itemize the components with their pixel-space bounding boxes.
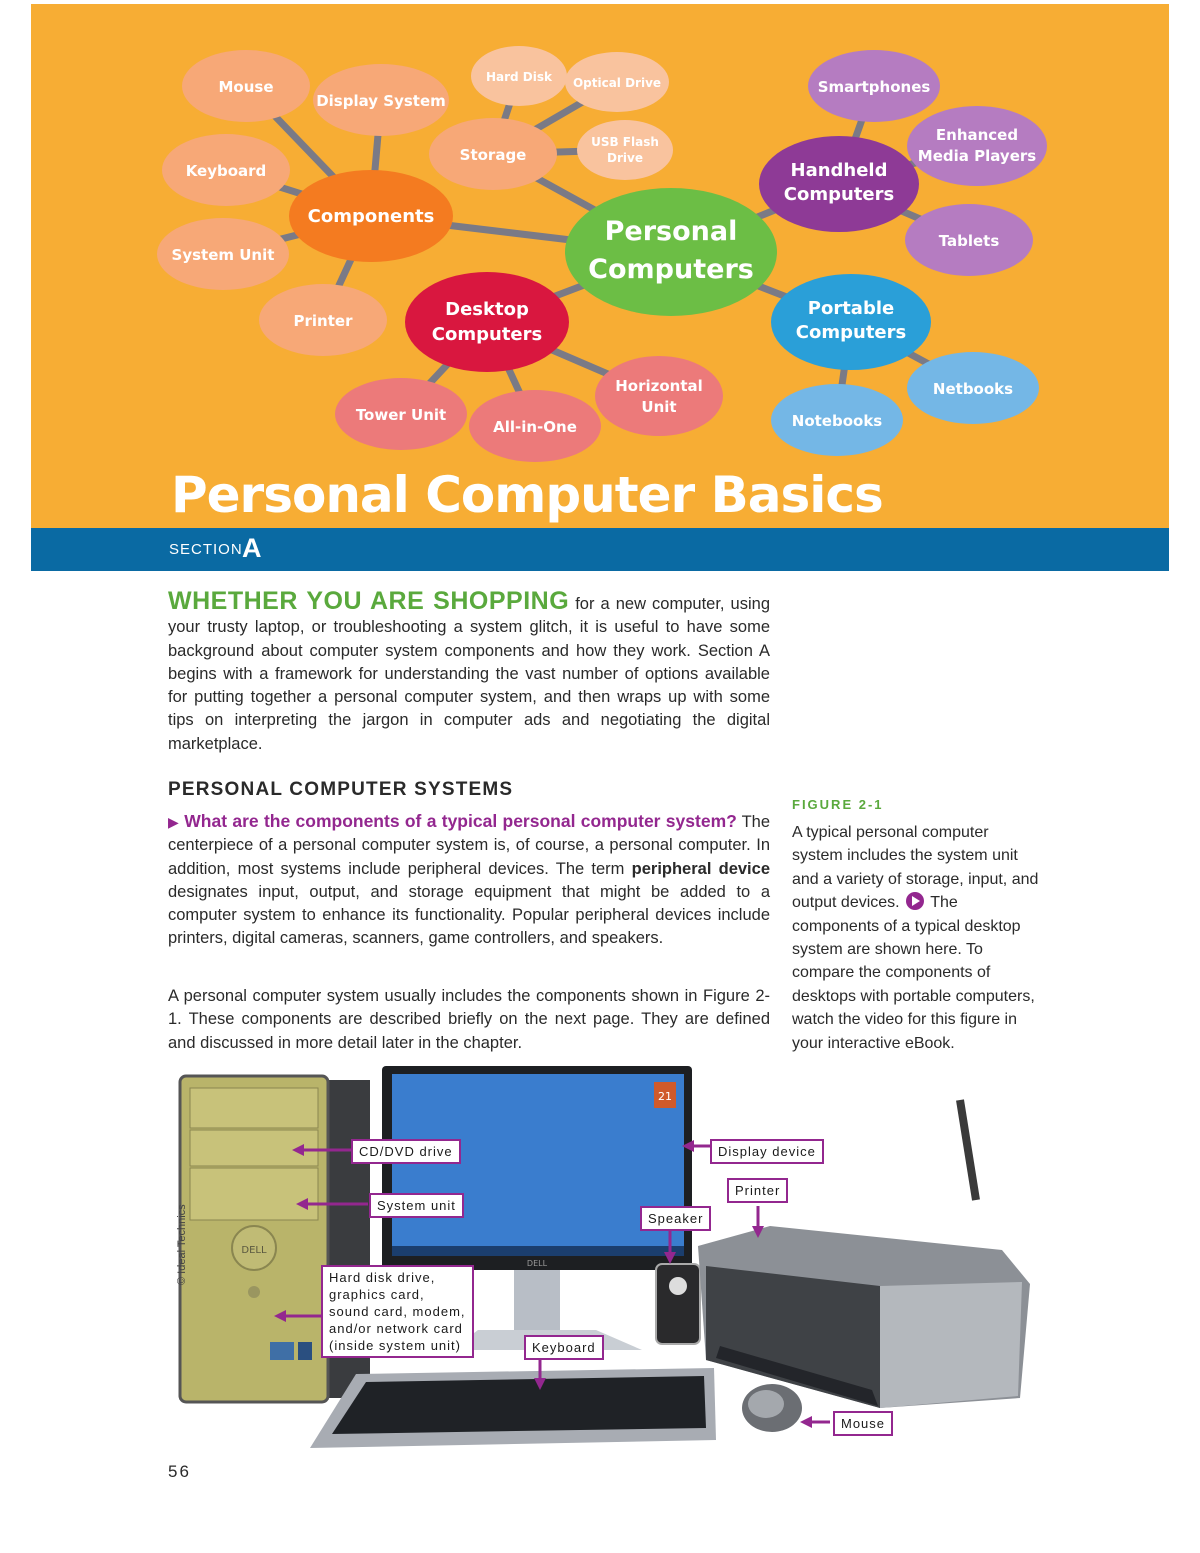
chapter-title: Personal Computer Basics (171, 466, 883, 524)
callout-hard-disk-line5: (inside system unit) (329, 1338, 461, 1353)
intro-lead: WHETHER YOU ARE SHOPPING (168, 587, 570, 615)
node-optical-drive (565, 52, 669, 112)
node-tower-unit-label: Tower Unit (355, 406, 447, 424)
section-letter: A (242, 533, 262, 563)
figure-caption-b: The components of a typical desktop system are shown here. To compare the components of desktops with portable computers, watch the video for this figure in your interactive eBook. (792, 894, 1035, 1052)
play-video-icon[interactable] (906, 892, 924, 910)
node-enhanced-media-players (907, 106, 1047, 186)
keyboard-image (310, 1368, 716, 1448)
callout-display-device: Display device (710, 1139, 824, 1164)
chapter-banner (31, 4, 1169, 528)
node-enhanced-line1: Enhanced (935, 126, 1019, 144)
tower-brand: DELL (241, 1245, 267, 1256)
node-notebooks-label: Notebooks (791, 412, 883, 430)
node-notebooks (771, 384, 903, 456)
node-system-unit (157, 218, 289, 290)
node-hard-disk-label: Hard Disk (485, 70, 553, 84)
node-storage-label: Storage (459, 146, 527, 164)
node-center-line2: Computers (588, 254, 754, 285)
node-handheld-line2: Computers (783, 184, 895, 205)
callout-hard-disk-line4: and/or network card (329, 1321, 463, 1336)
callout-cd-dvd-drive: CD/DVD drive (351, 1139, 461, 1164)
peripheral-device-term: peripheral device (631, 859, 770, 878)
para1-text-b: designates input, output, and storage equipment that might be added to a computer system to enhance its functionality. Popular peripheral devices include printers, digital cameras, scanners, game controllers, and speakers. (168, 882, 770, 948)
callout-hard-disk-line3: sound card, modem, (329, 1304, 466, 1319)
figure-computer-system (160, 1060, 1040, 1460)
node-printer-label: Printer (293, 312, 353, 330)
callout-speaker: Speaker (640, 1206, 711, 1231)
figure-caption (792, 821, 1040, 1055)
node-tablets-label: Tablets (938, 232, 1000, 250)
monitor-brand: DELL (526, 1259, 548, 1268)
node-portable-line2: Computers (795, 322, 907, 343)
node-tower-unit (335, 378, 467, 450)
node-horizontal-line1: Horizontal (615, 377, 703, 395)
photo-credit: © Ideal Technics (176, 1204, 188, 1285)
node-keyboard-label: Keyboard (185, 162, 267, 180)
node-components (289, 170, 453, 262)
callout-system-unit: System unit (369, 1193, 464, 1218)
node-tablets (905, 204, 1033, 276)
node-handheld-line1: Handheld (790, 160, 888, 181)
node-portable-line1: Portable (807, 298, 895, 319)
node-usb-flash-line1: USB Flash (591, 135, 659, 149)
node-smartphones-label: Smartphones (817, 78, 931, 96)
node-portable-computers (771, 274, 931, 370)
node-display-system (313, 64, 449, 136)
node-display-system-label: Display System (316, 92, 446, 110)
question-text: What are the components of a typical personal computer system? (184, 811, 737, 831)
mindmap-diagram (31, 4, 1169, 528)
node-netbooks-label: Netbooks (932, 380, 1014, 398)
node-netbooks (907, 352, 1039, 424)
figure-label: FIGURE 2-1 (792, 797, 884, 812)
intro-paragraph (168, 587, 770, 756)
callout-hard-disk-drive (321, 1265, 474, 1358)
node-horizontal-line2: Unit (641, 398, 677, 416)
node-storage (429, 118, 557, 190)
node-system-unit-label: System Unit (171, 246, 275, 264)
node-desktop-computers (405, 272, 569, 372)
callout-keyboard: Keyboard (524, 1335, 604, 1360)
node-mouse-label: Mouse (218, 78, 274, 96)
callout-mouse: Mouse (833, 1411, 893, 1436)
node-all-in-one (469, 390, 601, 462)
node-enhanced-line2: Media Players (917, 147, 1037, 165)
para1-text-a: The centerpiece of a personal computer system is, of course, a personal computer. In addition, most systems include peripheral devices. The term (168, 813, 770, 878)
intro-text: for a new computer, using your trusty laptop, or troubleshooting a system glitch, it is useful to have some background about computer system components and how they work. Section A begins with a framework for understanding the vast number of options available for putting together a personal computer system, and then wraps up with some tips on interpreting the jargon in computer ads and negotiating the digital marketplace. (168, 595, 770, 753)
figure-caption-a: A typical personal computer system includes the system unit and a variety of storage, input, and output devices. (792, 824, 1039, 912)
node-mouse (182, 50, 310, 122)
section-bar (31, 528, 1169, 571)
speaker-image (656, 1264, 700, 1344)
node-keyboard (162, 134, 290, 206)
node-handheld-computers (759, 136, 919, 232)
node-personal-computers (565, 188, 777, 316)
node-printer (259, 284, 387, 356)
callout-hard-disk-line2: graphics card, (329, 1287, 425, 1302)
node-desktop-line1: Desktop (445, 299, 529, 320)
callout-printer: Printer (727, 1178, 788, 1203)
mouse-image (742, 1384, 802, 1432)
node-hard-disk (471, 46, 567, 106)
node-center-line1: Personal (604, 216, 738, 247)
node-usb-flash-drive (577, 120, 673, 180)
screen-calendar-date: 21 (658, 1090, 672, 1103)
section-heading: PERSONAL COMPUTER SYSTEMS (168, 779, 514, 800)
question-arrow-icon: ▶ (168, 814, 180, 830)
node-smartphones (808, 50, 940, 122)
callout-hard-disk-line1: Hard disk drive, (329, 1270, 436, 1285)
node-components-label: Components (307, 206, 435, 227)
node-horizontal-unit (595, 356, 723, 436)
system-paragraph: A personal computer system usually includes the components shown in Figure 2-1. These components are described briefly on the next page. They are defined and discussed in more detail later in the chapter. (168, 987, 770, 1052)
node-desktop-line2: Computers (431, 324, 543, 345)
components-paragraph (168, 810, 770, 951)
page-number: 56 (168, 1462, 191, 1481)
node-optical-drive-label: Optical Drive (572, 76, 662, 90)
node-all-in-one-label: All-in-One (493, 418, 577, 436)
section-label: SECTION (169, 541, 243, 558)
node-usb-flash-line2: Drive (607, 151, 643, 165)
